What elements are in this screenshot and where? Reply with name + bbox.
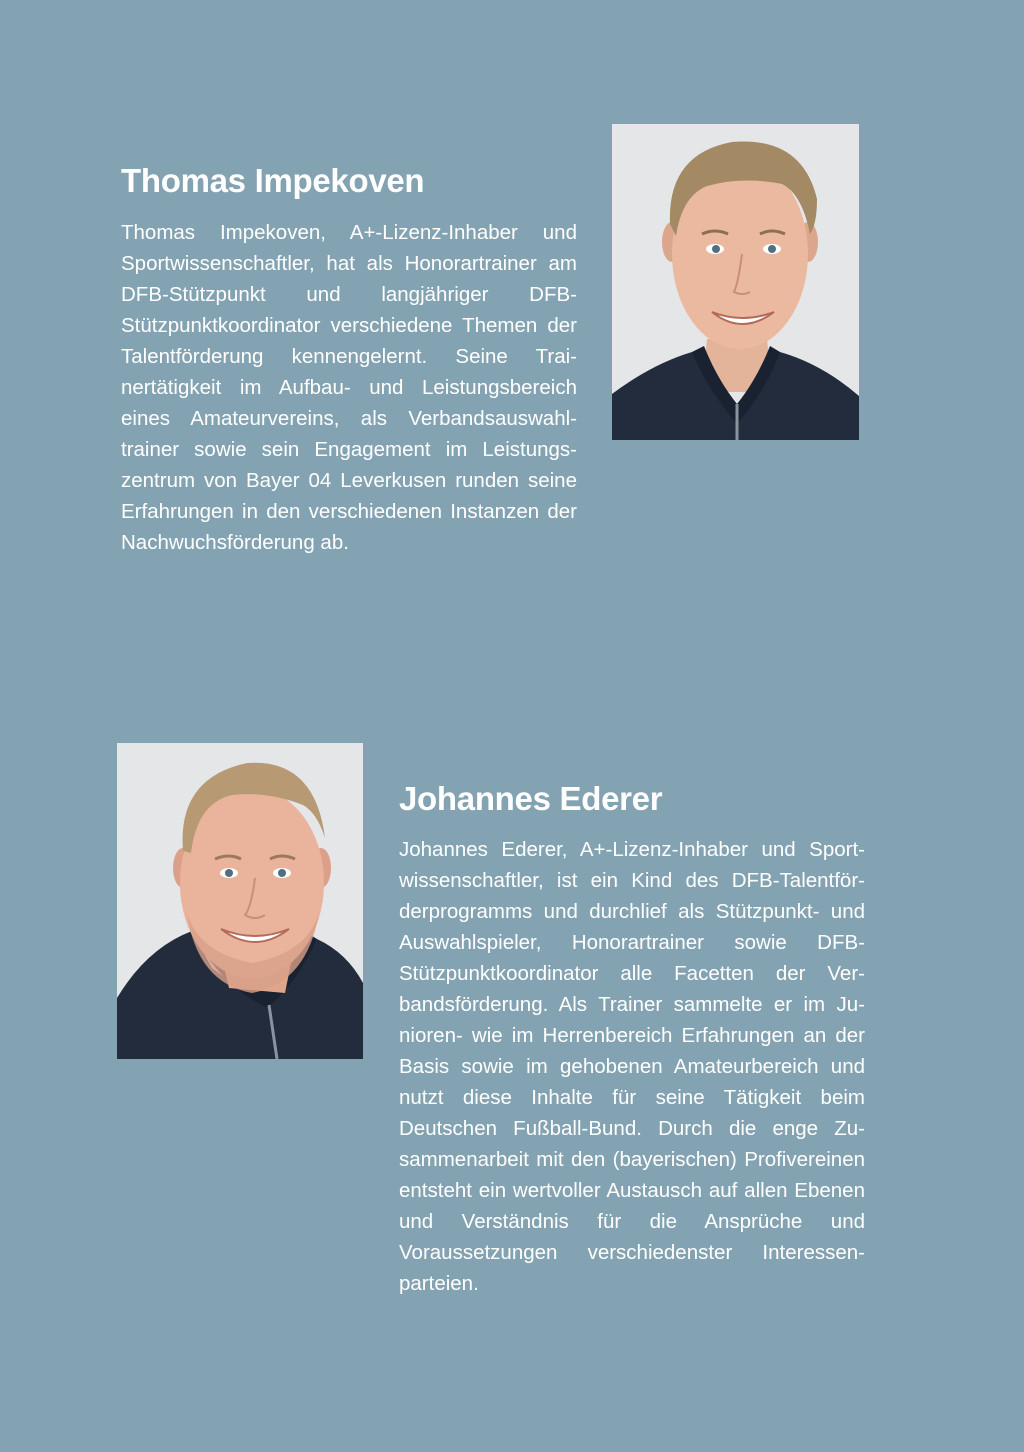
person-bio: Johannes Ederer, A+-Lizenz-Inhaber und Sportwissenschaftler, ist ein Kind des DFB-Talentförderprogramms und durchlief als Stützpunkt- und Auswahlspieler, Honorartrainer sowie DFB-Stützpunktkoordinator alle Facetten der Verbandsförderung. Als Trainer sammelte er im Junioren- wie im Herrenbereich Erfahrungen an der Basis sowie im gehobenen Amateurbereich und nutzt diese Inhalte für seine Tätigkeit beim Deutschen Fußball-Bund. Durch die enge Zusammenarbeit mit den (bayerischen) Profivereinen entsteht ein wertvoller Austausch auf allen Ebenen und Verständnis für die Ansprüche und Voraussetzungen verschiedenster Interessenparteien. <box>399 838 865 1295</box>
bio-section-johannes-ederer <box>399 782 865 1299</box>
person-bio: Thomas Impekoven, A+-Lizenz-Inhaber und Sportwissenschaftler, hat als Honorartrainer am DFB-Stützpunkt und langjähriger DFB-Stützpunktkoordinator verschiedene Themen der Talentförderung kennengelernt. Seine Trainertätigkeit im Aufbau- und Leistungsbereich eines Amateurvereins, als Verbandsauswahltrainer sowie sein Engagement im Leistungszentrum von Bayer 04 Leverkusen runden seine Erfahrungen in den verschiedenen Instanzen der Nachwuchsförderung ab. <box>121 221 577 554</box>
portrait-illustration <box>117 743 363 1059</box>
portrait-photo-thomas-impekoven <box>612 124 859 440</box>
bio-section-thomas-impekoven <box>121 164 577 558</box>
person-name: Thomas Impekoven <box>121 162 425 199</box>
portrait-illustration <box>612 124 859 440</box>
person-name: Johannes Ederer <box>399 780 663 817</box>
portrait-photo-johannes-ederer <box>117 743 363 1059</box>
